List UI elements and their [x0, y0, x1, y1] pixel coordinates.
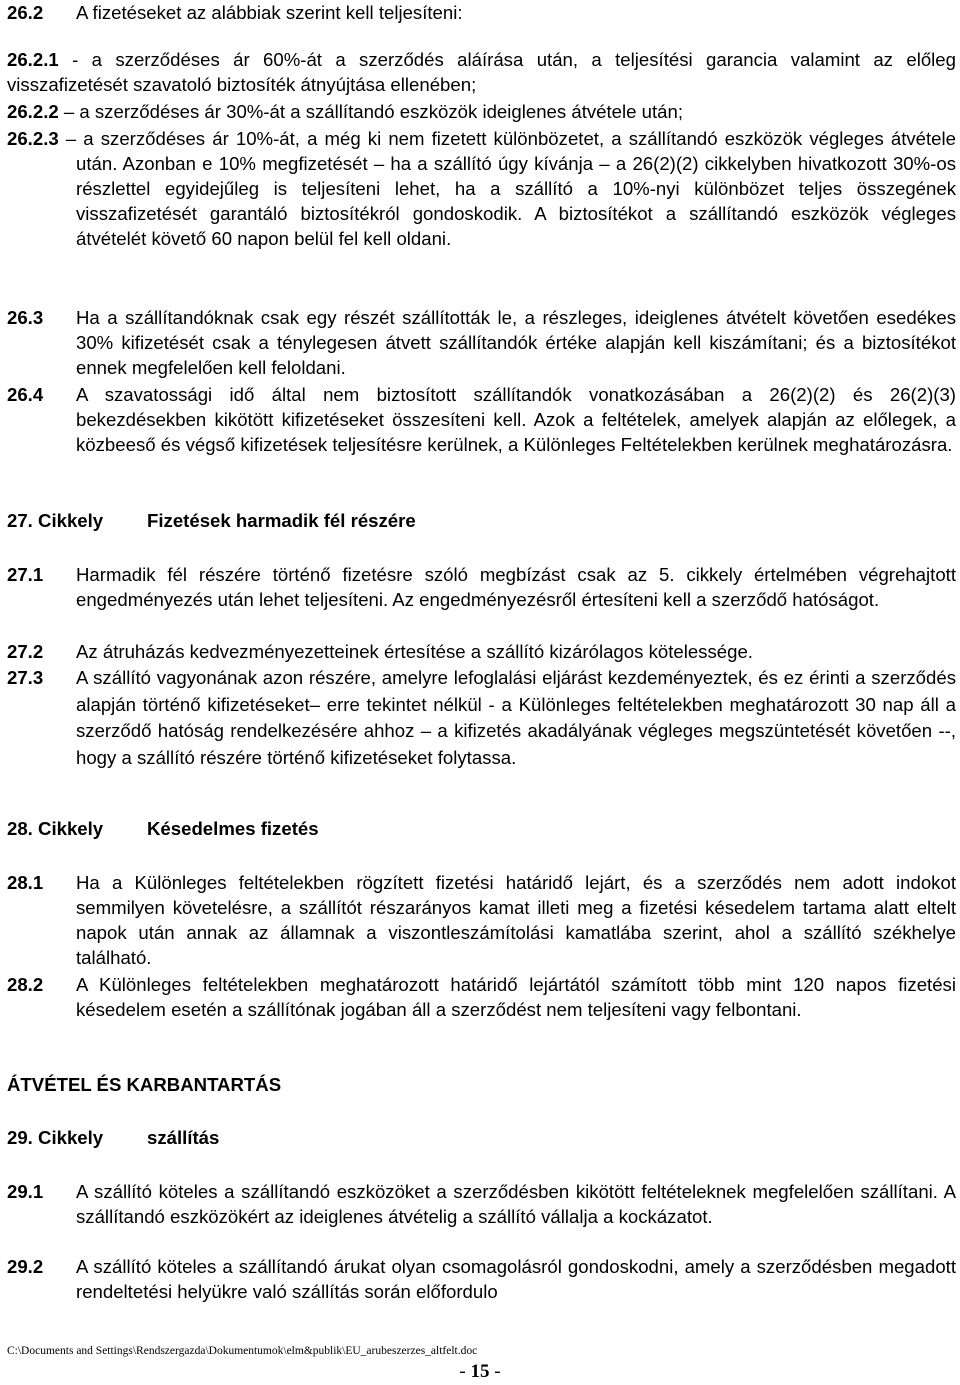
clause-text: A szavatossági idő által nem biztosított szállítandók vonatkozásában a 26(2)(2) és 26(2)(3) bekezdésekben kikötött kifizetéseket összesíteni kell. Azok a feltételek, amelyek alapján az előlegek, a közbeeső és végső kifizetések teljesítésre kerülnek, a Különleges Feltételekben kerülnek meghatározásra. [76, 384, 956, 455]
page-prefix: - [459, 1361, 471, 1382]
article-27-label: 27. Cikkely [7, 510, 104, 531]
clause-paragraph [7, 99, 956, 124]
section-heading: ÁTVÉTEL ÉS KARBANTARTÁS [7, 1074, 282, 1095]
clause-number: 26.2.1 [7, 49, 59, 70]
clause-text: – a szerződéses ár 10%-át, a még ki nem fizetett különbözetet, a szállítandó eszközök végleges átvétele után. Azonban e 10% megfizetését – ha a szállító úgy kívánja – a 26(2)(2) cikkelyben hivatkozott 30%-os részlettel egyidejűleg is teljesíteni lehet, ha a szállító a 10%-nyi különbözet teljes összegének visszafizetését garantáló biztosítékról gondoskodik. A biztosítékot a szállítandó eszközök végleges átvételét követő 60 napon belül fel kell oldani. [58, 128, 956, 249]
clause-text: A szállító vagyonának azon részére, amelyre lefoglalási eljárást kezdeményeztek, és ez érinti a szerződés alapján történő kifizetéseket– erre tekintet nélkül - a Különleges feltételekben meghatározott 30 nap áll a szerződő hatóság rendelkezésére ahhoz – a kifizetés akadályának végleges megszüntetését követően --, hogy a szállító részére történő kifizetéseket folytassa. [76, 667, 956, 768]
clause-text: Harmadik fél részére történő fizetésre szóló megbízást csak az 5. cikkely értelmében végrehajtott engedményezés után lehet teljesíteni. Az engedményezésről értesíteni kell a szerződő hatóságot. [76, 564, 956, 610]
clause-26-2-1 [0, 47, 960, 107]
clause-text: A fizetéseket az alábbiak szerint kell teljesíteni: [76, 2, 463, 23]
clause-text: A Különleges feltételekben meghatározott határidő lejártától számított több mint 120 napos fizetési késedelem esetén a szállítónak jogában áll a szerződést nem teljesíteni vagy felbontani. [76, 974, 956, 1020]
page-suffix: - [489, 1361, 501, 1382]
clause-text: Ha a Különleges feltételekben rögzített fizetési határidő lejárt, és a szerződés nem adott indokot semmilyen követelésre, a szállítót részarányos kamat illeti meg a fizetési késedelem tartama alatt eltelt napok után annak az államnak a viszontleszámítolási kamatlába szerint, ahol a szállító székhelye található. [76, 872, 956, 968]
clause-paragraph [7, 126, 956, 251]
article-28-title: Késedelmes fizetés [147, 818, 319, 839]
clause-number: 28.2 [7, 974, 44, 995]
clause-text: – a szerződéses ár 30%-át a szállítandó eszközök ideiglenes átvétele után; [58, 101, 683, 122]
footer-file-path: C:\Documents and Settings\Rendszergazda\Dokumentumok\elm&publik\EU_arubeszerzes_altfelt.doc [7, 1345, 478, 1357]
article-28-label: 28. Cikkely [7, 818, 104, 839]
clause-number: 29.1 [7, 1181, 44, 1202]
page-number-value: 15 [470, 1361, 490, 1382]
clause-number: 26.2.3 [7, 128, 59, 149]
clause-number: 26.2.2 [7, 101, 59, 122]
clause-number: 27.2 [7, 641, 44, 662]
clause-number: 26.2 [7, 2, 44, 23]
article-29-title: szállítás [147, 1127, 220, 1148]
page-number [0, 1359, 960, 1385]
clause-paragraph [7, 47, 956, 97]
clause-number: 28.1 [7, 872, 44, 893]
clause-text: A szállító köteles a szállítandó árukat olyan csomagolásról gondoskodni, amely a szerződésben megadott rendeltetési helyükre való szállítás során előfordulo [76, 1256, 956, 1302]
clause-text: A szállító köteles a szállítandó eszközöket a szerződésben kikötött feltételeknek megfelelően szállítani. A szállítandó eszközökért az ideiglenes átvételig a szállító vállalja a kockázatot. [76, 1181, 956, 1227]
clause-number: 27.3 [7, 667, 44, 688]
clause-text: Ha a szállítandóknak csak egy részét szállították le, a részleges, ideiglenes átvételt követően esedékes 30% kifizetését csak a ténylegesen átvett szállítandók értéke alapján kell kiszámítani; és a biztosítékot ennek megfelelően kell feloldani. [76, 307, 956, 378]
clause-text: - a szerződéses ár 60%-át a szerződés aláírása után, a teljesítési garancia valamint az előleg visszafizetését szavatoló biztosíték átnyújtása ellenében; [7, 49, 956, 95]
clause-number: 27.1 [7, 564, 44, 585]
clause-number: 26.4 [7, 384, 44, 405]
article-27-title: Fizetések harmadik fél részére [147, 510, 416, 531]
clause-number: 29.2 [7, 1256, 44, 1277]
article-29-label: 29. Cikkely [7, 1127, 104, 1148]
clause-text: Az átruházás kedvezményezetteinek értesítése a szállító kizárólagos kötelessége. [76, 641, 753, 662]
clause-number: 26.3 [7, 307, 44, 328]
